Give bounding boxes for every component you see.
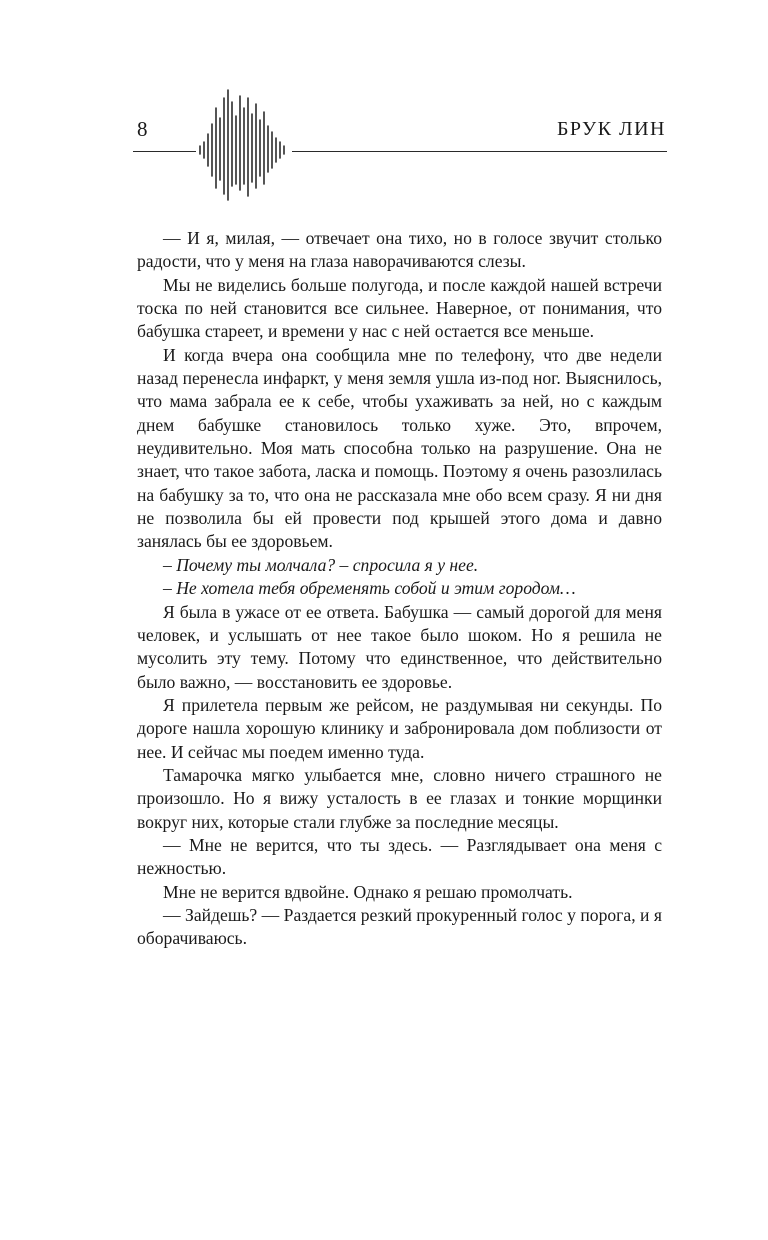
italic-dialogue-line: – Почему ты молчала? – спросила я у нее. xyxy=(163,554,479,575)
body-text xyxy=(137,227,662,951)
running-head-author: БРУК ЛИН xyxy=(556,118,666,140)
paragraph: — Зайдешь? — Раздается резкий прокуренный голос у порога, и я оборачиваюсь. xyxy=(137,904,662,949)
paragraph: Я прилетела первым же рейсом, не раздумывая ни секунды. По дороге нашла хорошую клинику и забронировала дом поблизости от нее. И сейчас мы поедем именно туда. xyxy=(137,694,662,762)
paragraph: Тамарочка мягко улыбается мне, словно ничего страшного не произошло. Но я вижу усталость в ее глазах и тонкие морщинки вокруг них, которые стали глубже за последние месяцы. xyxy=(137,764,662,832)
page-number: 8 xyxy=(137,117,148,141)
paragraph: — И я, милая, — отвечает она тихо, но в голосе звучит столько радости, что у меня на глаза наворачиваются слезы. xyxy=(137,228,662,272)
italic-dialogue-line: – Не хотела тебя обременять собой и этим городом… xyxy=(163,578,576,599)
paragraph: — Мне не верится, что ты здесь. — Разглядывает она меня с нежностью. xyxy=(137,834,662,879)
paragraph: И когда вчера она сообщила мне по телефону, что две недели назад перенесла инфаркт, у меня земля ушла из-под ног. Выяснилось, что мама забрала ее к себе, чтобы ухаживать за ней, но с каждым днем бабушке становилось только хуже. Это, впрочем, неудивительно. Моя мать способна только на разрушение. Она не знает, что такое забота, ласка и помощь. Поэтому я очень разозлилась на бабушку за то, что она не рассказала мне обо всем сразу. Я ни дня не позволила бы ей провести под крышей этого дома и давно занялась бы ее здоровьем. xyxy=(137,344,662,552)
paragraph: Мне не верится вдвойне. Однако я решаю промолчать. xyxy=(163,881,573,902)
soundwave-icon xyxy=(196,88,292,206)
paragraph: Я была в ужасе от ее ответа. Бабушка — самый дорогой для меня человек, и услышать от нее такое было шоком. Но я решила не мусолить эту тему. Потому что единственное, что действительно было важно, — восстановить ее здоровье. xyxy=(137,601,662,692)
paragraph: Мы не виделись больше полугода, и после каждой нашей встречи тоска по ней становится все сильнее. Наверное, от понимания, что бабушка стареет, и времени у нас с ней остается все меньше. xyxy=(137,274,662,342)
